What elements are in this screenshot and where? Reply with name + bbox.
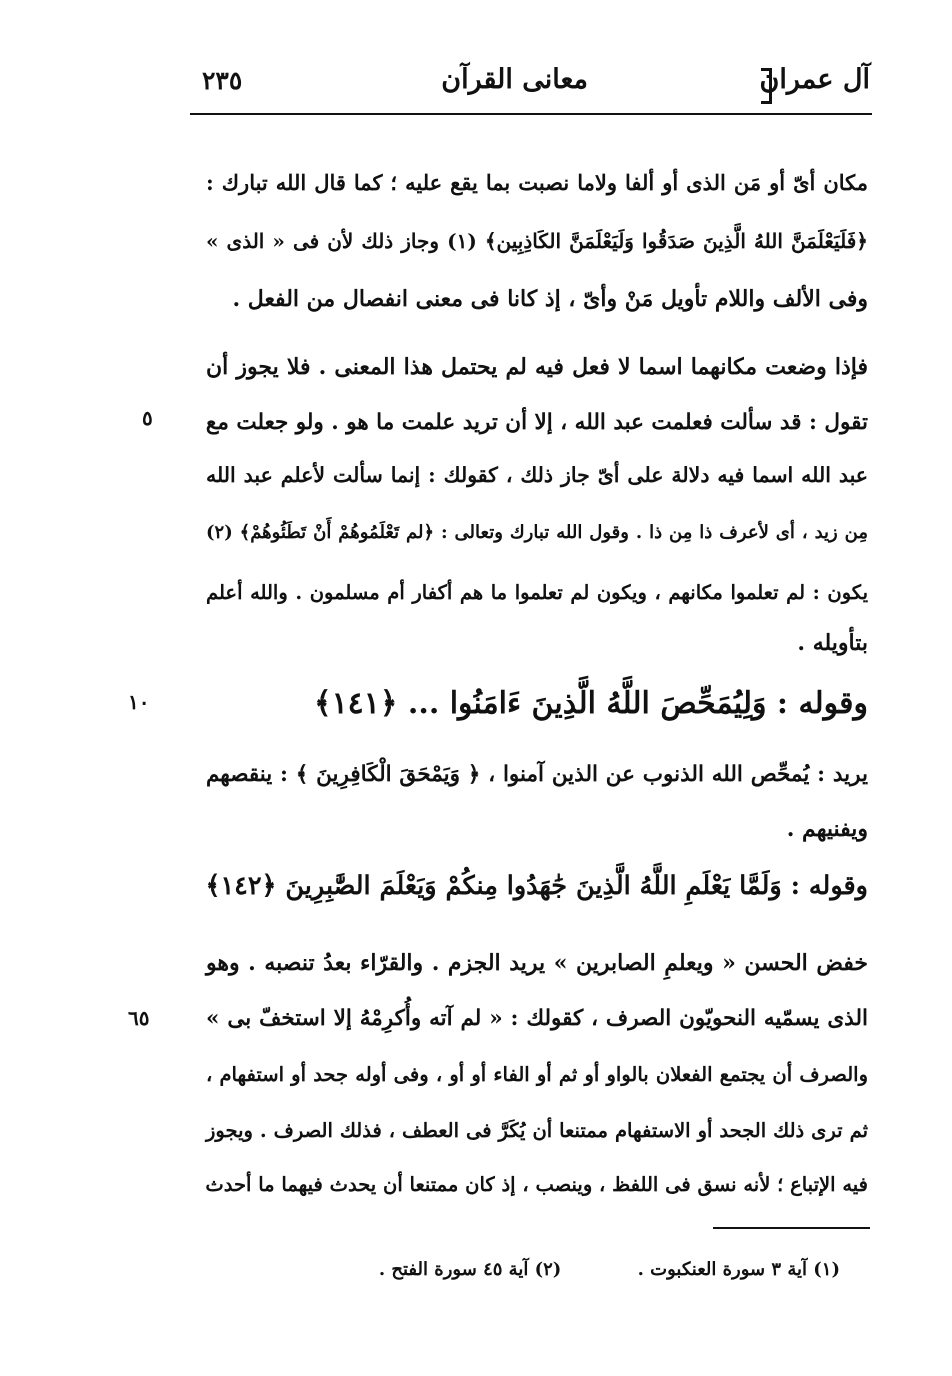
text-line: ﴿فَلَيَعْلَمَنَّ اللهُ الَّذِينَ صَدَقُوا وَلَيَعْلَمَنَّ الكَاذِبِين﴾ (١) وجاز ذلك لأن فى « الذى »	[206, 229, 868, 253]
text-line: بتأويله .	[797, 630, 868, 656]
verse-heading: وقوله : وَلَمَّا يَعْلَمِ اللَّهُ الَّذِينَ جَٰهَدُوا مِنكُمْ وَيَعْلَمَ الصَّٰبِرِينَ ﴿١٤٢﴾	[205, 871, 868, 901]
text-line: خفض الحسن « ويعلمِ الصابرين » يريد الجزم . والقرّاء بعدُ تنصبه . وهو	[206, 950, 868, 976]
surah-name: آل عمران	[759, 64, 870, 95]
text-line: يكون : لم تعلموا مكانهم ، ويكون لم تعلموا ما هم أكفار أم مسلمون . والله أعلم	[206, 581, 868, 604]
footnotes	[320, 1259, 840, 1280]
text-line: الذى يسمّيه النحويّون الصرف ، كقولك : « لم آته وأُكرِمْهُ إلا استخفّ بى »	[206, 1006, 868, 1031]
margin-line-number: ٥	[142, 406, 153, 430]
text-line: وفى الألف واللام تأويل مَنْ وأىّ ، إذ كانا فى معنى انفصال من الفعل .	[232, 286, 868, 312]
header-rule	[190, 113, 872, 115]
text-line: يريد : يُمحِّص الله الذنوب عن الذين آمنوا ، ﴿ وَيَمْحَقَ الْكَافِرِينَ ﴾ : ينقصهم	[206, 762, 868, 787]
book-title: معانى القرآن	[441, 64, 588, 95]
text-line: والصرف أن يجتمع الفعلان بالواو أو ثم أو الفاء أو أو ، وفى أوله جحد أو استفهام ،	[206, 1063, 868, 1086]
verse-heading: وقوله : وَلِيُمَحِّصَ اللَّهُ الَّذِينَ ءَامَنُوا ... ﴿١٤١﴾	[313, 686, 868, 721]
footnote-rule	[713, 1227, 870, 1229]
margin-line-number: ٦٥	[128, 1006, 150, 1030]
text-line: مِن زيد ، أى لأعرف ذا مِن ذا . وقول الله تبارك وتعالى : ﴿لم تَعْلَمُوهُمْ أَنْ تَطَئُوهُمْ﴾ (٢)	[206, 522, 868, 543]
running-header	[190, 62, 870, 114]
text-line: ويفنيهم .	[786, 816, 868, 842]
text-line: تقول : قد سألت فعلمت عبد الله ، إلا أن تريد علمت ما هو . ولو جعلت مع	[205, 410, 868, 435]
text-line: فإذا وضعت مكانهما اسما لا فعل فيه لم يحتمل هذا المعنى . فلا يجوز أن	[206, 354, 868, 380]
margin-line-number: ١٠	[128, 690, 150, 714]
text-line: مكان أىّ أو مَن الذى أو ألفا ولاما نصبت بما يقع عليه ؛ كما قال الله تبارك :	[206, 170, 868, 195]
footnote-2: (٢) آية ٤٥ سورة الفتح .	[378, 1259, 562, 1280]
text-line: عبد الله اسما فيه دلالة على أىّ جاز ذلك ، كقولك : إنما سألت لأعلم عبد الله	[206, 463, 868, 487]
text-line: فيه الإتباع ؛ لأنه نسق فى اللفظ ، وينصب ، إذ كان ممتنعا أن يحدث فيهما ما أحدث	[205, 1173, 868, 1196]
text-line: ثم ترى ذلك الجحد أو الاستفهام ممتنعا أن يُكَرَّ فى العطف ، فذلك الصرف . ويجوز	[206, 1119, 868, 1142]
header-bracket	[761, 68, 772, 104]
page-number: ٢٣٥	[202, 66, 243, 95]
footnote-1: (١) آية ٣ سورة العنكبوت .	[637, 1259, 840, 1280]
